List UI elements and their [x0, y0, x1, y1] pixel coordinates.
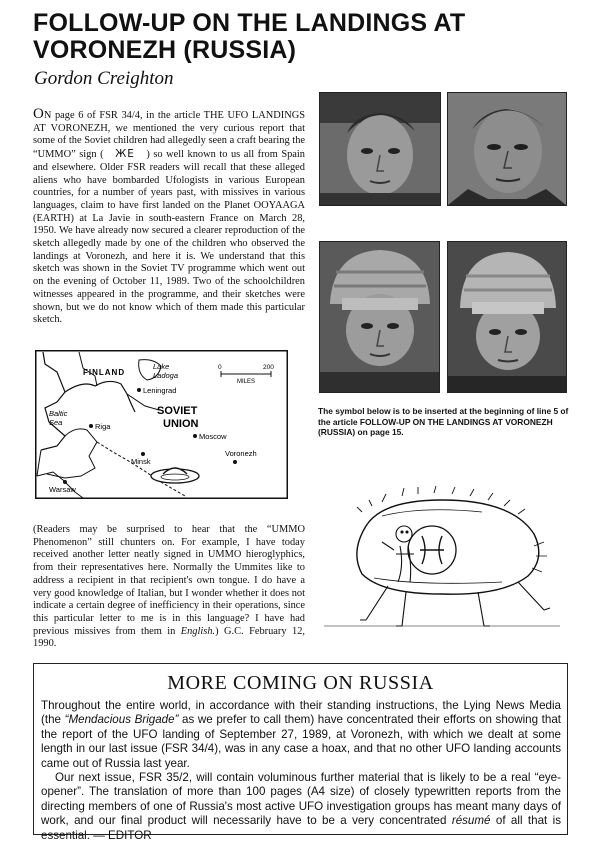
map-label-ladoga: Ladoga — [153, 371, 179, 380]
map-label-lake: Lake — [153, 362, 170, 371]
map-label-finland: FINLAND — [83, 368, 126, 377]
map-label-soviet: SOVIET — [157, 405, 198, 417]
box-paragraph-1 — [41, 699, 561, 771]
more-coming-box — [33, 663, 568, 842]
child-photo-2 — [447, 92, 567, 206]
map-label-sea: Sea — [49, 418, 63, 427]
paragraph-1-lead: N page 6 of FSR 34/4, in the article THE UFO LANDINGS AT VORONEZH, we mentioned the very curious report that some of the Soviet children had allegedly seen a craft bearing the “UMMO” sign ( — [33, 110, 305, 161]
child-photo-3 — [319, 241, 440, 393]
map-label-minsk: Minsk — [131, 457, 151, 466]
box-p2-text-b: of all that is essential. — EDITOR — [41, 814, 561, 842]
map-label-leningrad: Leningrad — [143, 386, 177, 395]
map-label-warsaw: Warsaw — [49, 485, 76, 494]
ummo-sign: ЖE — [115, 148, 135, 161]
drop-cap: O — [33, 106, 44, 122]
map-label-riga: Riga — [95, 422, 111, 431]
article-title: FOLLOW-UP ON THE LANDINGS AT VORONEZH (RUSSIA) — [33, 9, 466, 64]
map-scale-miles: MILES — [237, 379, 256, 385]
box-p1-text-a: Throughout the entire world, in accordance with their standing instructions, the Lying News Media (the — [41, 699, 561, 727]
box-p2-text-a: Our next issue, FSR 35/2, will contain voluminous further material that is likely to be a real “eye-opener”. The translation of more than 100 pages (A4 size) of closely typewritten reports from the directing members of one of Russia's most active UFO investigation groups has meant many days of work, and our final product will necessarily have to be a very concentrated — [41, 771, 561, 828]
article-paragraph-1 — [33, 108, 305, 327]
child-photo-4 — [447, 241, 567, 393]
map-label-union: UNION — [163, 418, 199, 430]
box-title: MORE COMING ON RUSSIA — [167, 672, 434, 694]
child-photo-1 — [319, 92, 441, 206]
map-scale-zero: 0 — [218, 364, 222, 371]
paragraph-2-italic: English. — [180, 625, 216, 637]
box-body — [41, 699, 561, 843]
paragraph-1-rest: ) so well known to us all from Spain and elsewhere. Older FSR readers will recall that these alleged aliens who have bombarded Ufologists in various European countries, for a number of years past, with missives in various languages, claim to have first landed on the Planet OOYAAGA (EARTH) at La Javie in south-eastern France on March 28, 1950. We have already now secured a clearer reproduction of the sketch allegedly made by one of the children who observed the landings at Voronezh, and here it is. We understand that this sketch was shown in the Soviet TV programme which went out on the evening of October 11, 1989. Two of the schoolchildren witnesses appeared in the programme, and their sketches were shown, but we do not know which of them made this particular sketch. — [33, 149, 305, 326]
box-paragraph-2 — [41, 771, 561, 843]
article-paragraph-2 — [33, 524, 305, 651]
map-label-voronezh: Voronezh — [225, 449, 257, 458]
box-p1-italic: “Mendacious Brigade” — [64, 713, 179, 727]
box-p1-text-b: as we prefer to call them) have concentrated their efforts on showing that the report of the UFO landing of September 27, 1989, at Voronezh, with which we dealt at some length in our last issue (FSR 34/4), was in any case a hoax, and that no other UFO landing accounts came out of Russia last year. — [41, 713, 562, 770]
map-scale-200: 200 — [263, 364, 274, 371]
symbol-caption: The symbol below is to be inserted at the beginning of line 5 of the article FOLLOW-UP ON THE LANDINGS AT VORONEZH (RUSSIA) on page 15. — [318, 406, 569, 437]
paragraph-2-end: ) G.C. February 12, 1990. — [33, 625, 305, 650]
map-label-moscow: Moscow — [199, 432, 227, 441]
paragraph-2-lead: (Readers may be surprised to hear that the “UMMO Phenomenon” still chunters on. For example, I have today received another letter neatly signed in UMMO hieroglyphics, from their representatives here. Normally the Ummites like to address a recipient in that recipient's own tongue. I do have a very good knowledge of Italian, but I wonder whether it does not indicate a certain degree of inefficiency in their operations, since this particular letter to me is in this language? I have had previous missives from them in — [33, 524, 305, 637]
article-author: Gordon Creighton — [34, 68, 174, 89]
soviet-union-map — [35, 350, 288, 499]
child-ufo-sketch — [322, 486, 562, 634]
box-p2-italic: résumé — [451, 814, 491, 828]
map-label-baltic: Baltic — [49, 409, 68, 418]
